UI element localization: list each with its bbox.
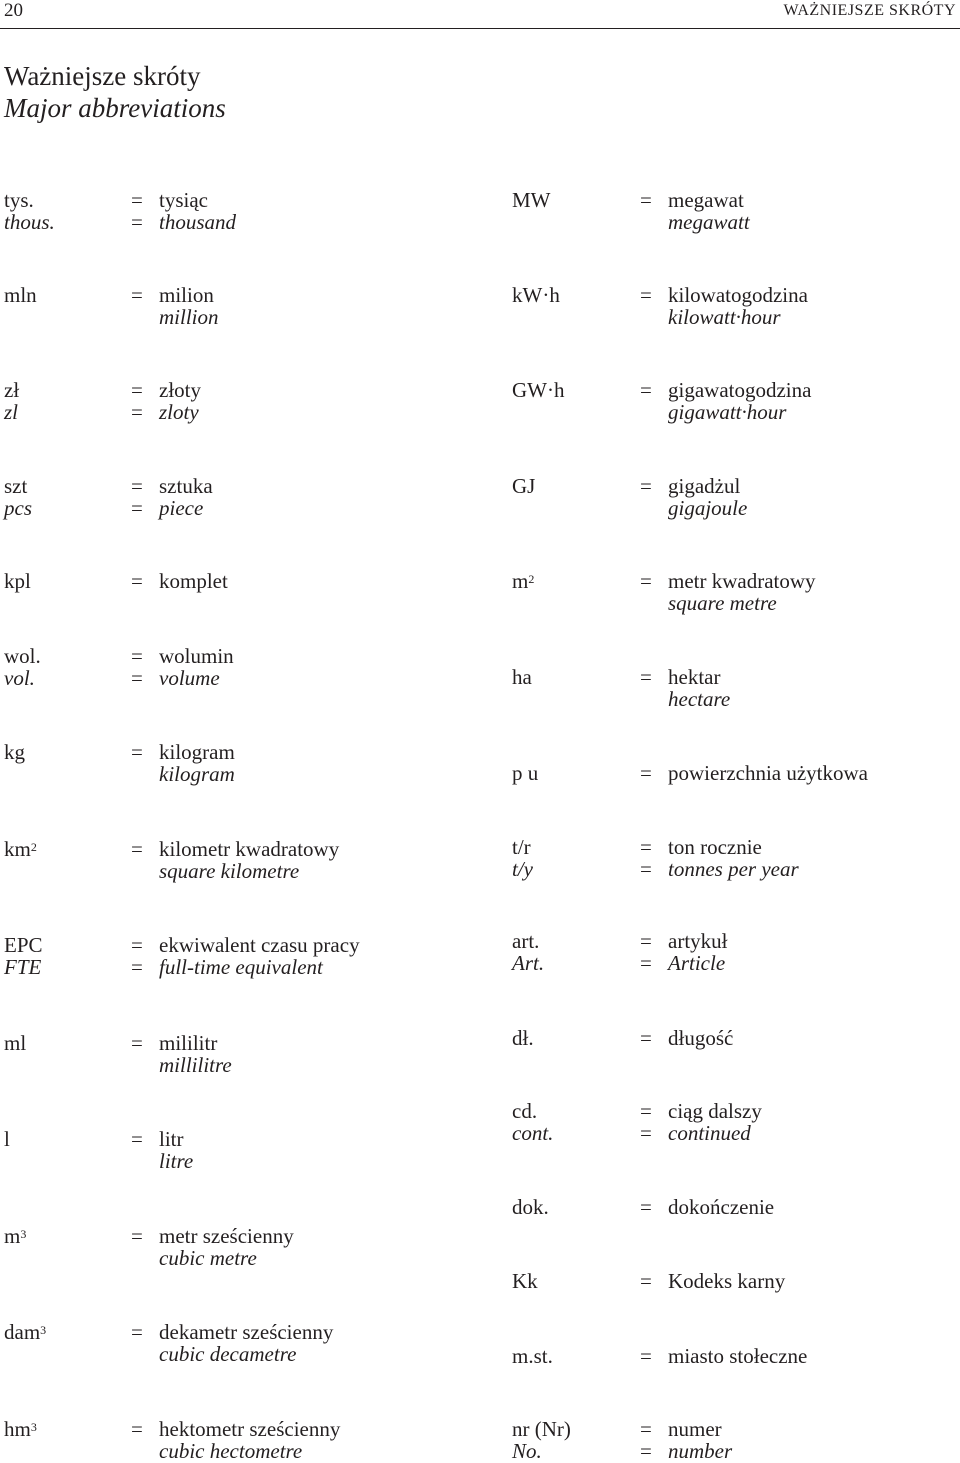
- abbreviation-english: pcs: [4, 495, 32, 520]
- definition: [668, 1271, 785, 1293]
- equals-sign: [131, 285, 143, 307]
- definition-polish: megawat: [668, 188, 744, 212]
- abbreviation-polish: nr (Nr): [512, 1417, 571, 1441]
- abbreviation-polish: tys.: [4, 188, 34, 212]
- equals-sign: [640, 931, 652, 974]
- definition: [159, 1322, 333, 1365]
- equals-sign: [131, 1419, 143, 1441]
- definition-polish: kilowatogodzina: [668, 283, 808, 307]
- running-head: WAŻNIEJSZE SKRÓTY: [783, 2, 956, 19]
- abbreviation-entry: [0, 1269, 960, 1293]
- definition-polish: mililitr: [159, 1031, 218, 1055]
- abbreviation: [4, 380, 19, 423]
- abbreviation-entry: [0, 1224, 960, 1270]
- definition: [159, 935, 360, 978]
- equals-polish: =: [640, 761, 652, 785]
- abbreviation-polish: m: [512, 569, 529, 593]
- title-polish: Ważniejsze skróty: [4, 61, 201, 91]
- superscript: 3: [30, 1420, 37, 1434]
- abbreviation-polish: t/r: [512, 835, 531, 859]
- equals-polish: =: [131, 283, 143, 307]
- equals-polish: =: [640, 1195, 652, 1219]
- equals-polish: =: [640, 1026, 652, 1050]
- definition: [668, 285, 808, 328]
- abbreviation: [512, 476, 535, 498]
- equals-polish: =: [131, 1320, 143, 1344]
- definition-english: zloty: [159, 399, 199, 424]
- equals-english: =: [640, 950, 652, 975]
- definition-polish: gigadżul: [668, 474, 741, 498]
- definition: [668, 190, 750, 233]
- definition-english: cubic metre: [159, 1245, 257, 1270]
- definition-polish: kilogram: [159, 740, 235, 764]
- equals-sign: [640, 380, 652, 402]
- definition-polish: złoty: [159, 378, 201, 402]
- equals-sign: [640, 190, 652, 212]
- page-number: 20: [4, 0, 23, 21]
- equals-english: =: [131, 399, 143, 424]
- equals-sign: [640, 1197, 652, 1219]
- equals-sign: [640, 571, 652, 593]
- equals-polish: =: [131, 740, 143, 764]
- superscript: 2: [30, 840, 37, 854]
- definition-english: cubic hectometre: [159, 1438, 303, 1463]
- abbreviation-polish: km: [4, 837, 31, 861]
- abbreviation-polish: cd.: [512, 1099, 538, 1123]
- equals-polish: =: [131, 569, 143, 593]
- definition-polish: miasto stołeczne: [668, 1344, 808, 1368]
- abbreviation: [4, 190, 55, 233]
- definition: [668, 1419, 732, 1462]
- definition-english: kilogram: [159, 761, 235, 786]
- definition: [668, 667, 730, 710]
- definition-polish: kilometr kwadratowy: [159, 837, 340, 861]
- definition-english: continued: [668, 1120, 751, 1145]
- abbreviation: [4, 476, 32, 519]
- equals-sign: [640, 285, 652, 307]
- equals-sign: [131, 1033, 143, 1055]
- abbreviation-polish: MW: [512, 188, 551, 212]
- abbreviation-polish: l: [4, 1127, 10, 1151]
- definition-polish: sztuka: [159, 474, 213, 498]
- equals-english: =: [640, 1120, 652, 1145]
- abbreviation: [512, 571, 534, 593]
- equals-sign: [640, 1346, 652, 1368]
- equals-polish: =: [640, 1344, 652, 1368]
- equals-polish: =: [640, 188, 652, 212]
- definition: [668, 571, 816, 614]
- definition: [159, 1033, 232, 1076]
- definition: [159, 571, 228, 593]
- equals-sign: [640, 1028, 652, 1050]
- definition-english: tonnes per year: [668, 856, 799, 881]
- abbreviation: [512, 763, 538, 785]
- definition-polish: metr sześcienny: [159, 1224, 294, 1248]
- equals-english: =: [640, 856, 652, 881]
- definition-english: number: [668, 1438, 733, 1463]
- abbreviation: [4, 1033, 26, 1055]
- equals-sign: [131, 571, 143, 593]
- equals-sign: [640, 837, 652, 880]
- abbreviation: [4, 1322, 46, 1344]
- definition-polish: długość: [668, 1026, 734, 1050]
- definition-polish: ton rocznie: [668, 835, 762, 859]
- definition-polish: dokończenie: [668, 1195, 775, 1219]
- abbreviation-polish: EPC: [4, 933, 43, 957]
- superscript: 3: [20, 1227, 27, 1241]
- equals-polish: =: [131, 1031, 143, 1055]
- title-english: Major abbreviations: [4, 93, 226, 123]
- abbreviation: [512, 837, 533, 880]
- definition: [668, 1197, 774, 1219]
- definition: [159, 839, 339, 882]
- definition: [668, 763, 868, 785]
- abbreviation-polish: kW·h: [512, 283, 560, 307]
- definition: [668, 476, 747, 519]
- definition-english: full-time equivalent: [159, 954, 323, 979]
- equals-english: =: [131, 209, 143, 234]
- abbreviation: [4, 285, 37, 307]
- equals-polish: =: [640, 474, 652, 498]
- equals-sign: [131, 1129, 143, 1151]
- equals-sign: [131, 1226, 143, 1248]
- definition-polish: metr kwadratowy: [668, 569, 816, 593]
- abbreviation-english: zl: [4, 399, 19, 424]
- equals-sign: [131, 839, 143, 861]
- abbreviation: [512, 190, 551, 212]
- superscript: 2: [528, 572, 535, 586]
- definition: [668, 1101, 762, 1144]
- abbreviation: [512, 1028, 534, 1050]
- abbreviation-polish: zł: [4, 378, 20, 402]
- abbreviation-polish: m.st.: [512, 1344, 553, 1368]
- definition-english: litre: [159, 1148, 194, 1173]
- page-header: [0, 0, 960, 29]
- equals-polish: =: [131, 1127, 143, 1151]
- abbreviation-polish: m: [4, 1224, 21, 1248]
- abbreviation: [512, 667, 532, 689]
- abbreviation-english: thous.: [4, 209, 55, 234]
- abbreviation-polish: dł.: [512, 1026, 534, 1050]
- definition: [159, 285, 219, 328]
- equals-polish: =: [131, 474, 143, 498]
- abbreviation: [4, 935, 43, 978]
- equals-english: =: [131, 665, 143, 690]
- abbreviation-polish: kg: [4, 740, 25, 764]
- equals-polish: =: [640, 378, 652, 402]
- definition: [159, 380, 201, 423]
- definition-polish: tysiąc: [159, 188, 208, 212]
- equals-sign: [131, 1322, 143, 1344]
- equals-sign: [131, 742, 143, 764]
- equals-polish: =: [131, 1224, 143, 1248]
- abbreviation-polish: hm: [4, 1417, 31, 1441]
- definition: [159, 476, 213, 519]
- abbreviation-polish: ha: [512, 665, 532, 689]
- abbreviation-polish: GJ: [512, 474, 536, 498]
- equals-sign: [131, 935, 143, 978]
- equals-sign: [131, 380, 143, 423]
- abbreviation: [4, 1129, 10, 1151]
- definition: [668, 1028, 733, 1050]
- definition: [159, 1129, 193, 1172]
- abbreviation: [512, 285, 560, 307]
- equals-english: =: [131, 954, 143, 979]
- abbreviation: [4, 1419, 37, 1441]
- equals-polish: =: [640, 665, 652, 689]
- definition-english: cubic decametre: [159, 1341, 297, 1366]
- equals-polish: =: [131, 837, 143, 861]
- definition-polish: artykuł: [668, 929, 728, 953]
- definition-english: thousand: [159, 209, 237, 234]
- definition-polish: powierzchnia użytkowa: [668, 761, 869, 785]
- equals-polish: =: [640, 1417, 652, 1441]
- definition-english: square kilometre: [159, 858, 300, 883]
- abbreviation: [512, 1197, 549, 1219]
- definition-polish: numer: [668, 1417, 722, 1441]
- equals-polish: =: [640, 569, 652, 593]
- equals-polish: =: [640, 283, 652, 307]
- equals-polish: =: [640, 1269, 652, 1293]
- definition-polish: ekwiwalent czasu pracy: [159, 933, 360, 957]
- definition-polish: Kodeks karny: [668, 1269, 786, 1293]
- definition: [159, 1419, 340, 1462]
- abbreviation-english: No.: [512, 1438, 542, 1463]
- abbreviation: [4, 571, 31, 593]
- definition-english: piece: [159, 495, 204, 520]
- equals-polish: =: [640, 929, 652, 953]
- abbreviation-polish: p u: [512, 761, 539, 785]
- definition-english: hectare: [668, 686, 731, 711]
- definition-english: Article: [668, 950, 726, 975]
- definition: [668, 1346, 807, 1368]
- definition-english: million: [159, 304, 219, 329]
- equals-sign: [131, 476, 143, 519]
- equals-polish: =: [131, 188, 143, 212]
- equals-polish: =: [640, 1099, 652, 1123]
- equals-english: =: [640, 1438, 652, 1463]
- abbreviation-english: vol.: [4, 665, 35, 690]
- abbreviation: [512, 1271, 538, 1293]
- equals-sign: [640, 1419, 652, 1462]
- abbreviation-polish: GW·h: [512, 378, 565, 402]
- definition-polish: gigawatogodzina: [668, 378, 812, 402]
- abbreviation: [512, 931, 544, 974]
- abbreviation: [512, 380, 564, 402]
- definition-polish: hektar: [668, 665, 721, 689]
- equals-sign: [640, 1271, 652, 1293]
- equals-sign: [640, 667, 652, 689]
- definition-english: volume: [159, 665, 220, 690]
- abbreviation-english: cont.: [512, 1120, 554, 1145]
- equals-sign: [640, 763, 652, 785]
- abbreviation: [4, 742, 25, 764]
- definition-english: millilitre: [159, 1052, 232, 1077]
- definition-polish: komplet: [159, 569, 228, 593]
- abbreviation-polish: kpl: [4, 569, 31, 593]
- abbreviation-polish: dam: [4, 1320, 41, 1344]
- definition: [668, 931, 727, 974]
- abbreviation-english: FTE: [4, 954, 42, 979]
- equals-english: =: [131, 495, 143, 520]
- equals-polish: =: [640, 835, 652, 859]
- definition-polish: hektometr sześcienny: [159, 1417, 341, 1441]
- definition: [159, 190, 236, 233]
- abbreviation-polish: mln: [4, 283, 37, 307]
- definition-english: square metre: [668, 590, 777, 615]
- abbreviation-polish: ml: [4, 1031, 27, 1055]
- abbreviation-entry: [0, 1195, 960, 1219]
- definition-polish: ciąg dalszy: [668, 1099, 762, 1123]
- abbreviation: [512, 1346, 553, 1368]
- abbreviation: [512, 1419, 571, 1462]
- abbreviation-polish: Kk: [512, 1269, 538, 1293]
- definition: [668, 837, 799, 880]
- definition-polish: milion: [159, 283, 214, 307]
- section-title: [4, 60, 226, 124]
- equals-polish: =: [131, 644, 143, 668]
- definition-polish: wolumin: [159, 644, 234, 668]
- equals-polish: =: [131, 933, 143, 957]
- definition-english: gigajoule: [668, 495, 748, 520]
- abbreviation-english: t/y: [512, 856, 533, 881]
- definition-english: gigawatt·hour: [668, 399, 787, 424]
- equals-sign: [640, 476, 652, 498]
- abbreviation: [512, 1101, 553, 1144]
- abbreviation: [4, 839, 37, 861]
- equals-polish: =: [131, 378, 143, 402]
- abbreviation-polish: wol.: [4, 644, 41, 668]
- equals-sign: [640, 1101, 652, 1144]
- definition-polish: dekametr sześcienny: [159, 1320, 334, 1344]
- definition: [159, 1226, 294, 1269]
- superscript: 3: [40, 1323, 47, 1337]
- definition-english: megawatt: [668, 209, 750, 234]
- abbreviation-polish: art.: [512, 929, 540, 953]
- definition: [668, 380, 811, 423]
- definition-polish: litr: [159, 1127, 184, 1151]
- equals-sign: [131, 190, 143, 233]
- definition-english: kilowatt·hour: [668, 304, 781, 329]
- abbreviation-polish: dok.: [512, 1195, 549, 1219]
- abbreviation-english: Art.: [512, 950, 545, 975]
- abbreviation: [4, 1226, 26, 1248]
- equals-polish: =: [131, 1417, 143, 1441]
- abbreviation-polish: szt: [4, 474, 28, 498]
